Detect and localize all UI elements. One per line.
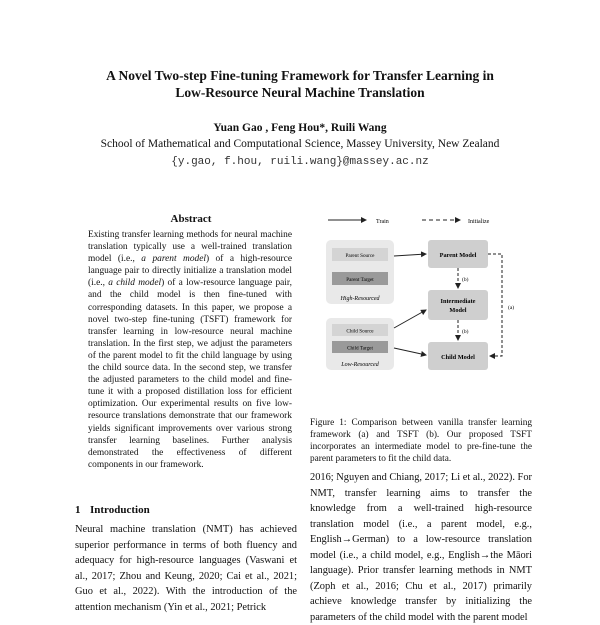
train-arrow-child <box>394 348 426 355</box>
section-number: 1 <box>75 504 81 516</box>
right-column-text: 2016; Nguyen and Chiang, 2017; Li et al., 2022). For NMT, transfer learning aims to transfer the knowledge from a well-trained high-resource translation model (i.e., a parent model, e.g., English→German) to a low-resource translation model (i.e., a child model, e.g., English→the Māori language). Prior transfer learning methods in NMT (Zoph et al., 2016; Chu et al., 2017) primarily achieve knowledge transfer by initializing the parameters of the child model with the parent model <box>310 472 532 623</box>
introduction-text: Neural machine translation (NMT) has achieved superior performance in terms of both fluency and adequacy for high-resource languages (Vaswani et al., 2017; Zhou and Keung, 2020; Cai et al., 2021; Guo et al., 2022). With the introduction of the attention mechanism (Yin et al., 2021; Petrick <box>75 524 297 613</box>
label-a: (a) <box>508 305 515 311</box>
child-target-label: Child Target <box>347 345 373 352</box>
abstract-heading: Abstract <box>170 213 212 225</box>
train-arrow-intermediate <box>394 310 426 328</box>
train-arrow-parent <box>394 254 426 256</box>
intermediate-model-label-1: Intermediate <box>440 298 476 305</box>
abstract-emphasis-child: a child model <box>108 278 162 289</box>
abstract-emphasis-parent: a parent model <box>141 254 206 265</box>
author-emails: {y.gao, f.hou, ruili.wang}@massey.ac.nz <box>171 156 429 168</box>
parent-model-label: Parent Model <box>439 252 477 259</box>
label-b-1: (b) <box>462 277 469 283</box>
child-source-label: Child Source <box>346 328 374 335</box>
parent-target-label: Parent Target <box>346 277 374 283</box>
section-heading-introduction <box>75 504 150 516</box>
title-line-1: A Novel Two-step Fine-tuning Framework for Transfer Learning in <box>106 68 494 83</box>
label-b-2: (b) <box>462 329 469 335</box>
child-model-label: Child Model <box>441 354 475 361</box>
low-resourced-label: Low-Resourced <box>341 362 379 368</box>
abstract-text-2: ) of a high-resource language pair to directly initialize a translation model (i.e., <box>88 254 293 289</box>
figure-1-svg <box>322 210 532 398</box>
figure-1-caption: Figure 1: Comparison between vanilla transfer learning framework (a) and TSFT (b). Our proposed TSFT incorporates an intermediate model to pre-fine-tune the parent parameters to fit the child data. <box>310 418 532 464</box>
abstract-text-3: ) of a low-resource language pair, and the child model is then fine-tuned with corresponding datasets. In this paper, we propose a novel two-step fine-tuning (TSFT) framework for transfer learning in low-resource neural machine translation. In the first step, we adjust the parameters of the parent model to fit the child language by using the child source data. In the second step, we transfer the adjusted parameters to the child model and fine-tune it with a proposed distillation loss for efficient optimization. Our experimental results on five low-resource translations demonstrate that our framework yields significant improvements over various strong transfer learning baselines. Further analysis demonstrated the effectiveness of different components in our framework. <box>88 278 292 470</box>
abstract-body <box>88 229 292 471</box>
intermediate-model-label-2: Model <box>449 307 467 314</box>
high-resourced-label: High-Resourced <box>340 296 380 302</box>
section-title: Introduction <box>90 504 150 516</box>
legend-initialize-label: Initialize <box>468 219 490 225</box>
affiliation: School of Mathematical and Computational Science, Massey University, New Zealand <box>100 138 500 150</box>
title-line-2: Low-Resource Neural Machine Translation <box>175 85 425 100</box>
intermediate-model-box <box>428 290 488 320</box>
parent-source-label: Parent Source <box>345 253 375 259</box>
initialize-arrow-a <box>488 254 502 356</box>
figure-1-diagram <box>322 210 532 398</box>
authors: Yuan Gao , Feng Hou*, Ruili Wang <box>213 122 387 134</box>
legend-train-label: Train <box>376 219 389 225</box>
abstract-text-1: Existing transfer learning methods for neural machine translation typically use a well-trained translation model (i.e., <box>88 230 292 265</box>
